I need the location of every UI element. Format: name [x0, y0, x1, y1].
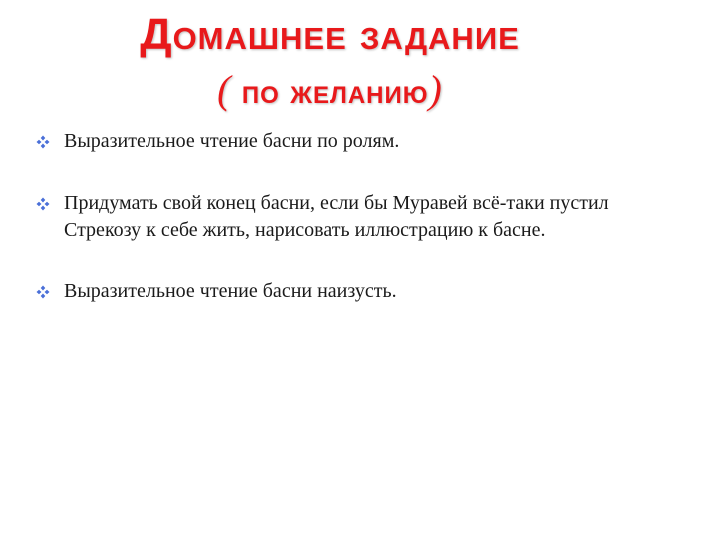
list-item: [36, 128, 636, 155]
slide-title: [0, 6, 660, 116]
diamond-cluster-icon: [36, 285, 50, 299]
diamond-cluster-icon: [36, 135, 50, 149]
title-subtitle: [0, 66, 660, 116]
title-main: Домашнее задание: [140, 10, 520, 59]
title-paren-open: (: [217, 67, 232, 112]
list-item: [36, 190, 636, 244]
list-item: [36, 278, 636, 305]
list-item-text: Выразительное чтение басни наизусть.: [64, 280, 397, 302]
list-item-text: Выразительное чтение басни по ролям.: [64, 130, 400, 152]
task-list: [36, 128, 636, 305]
list-item-text: Придумать свой конец басни, если бы Муравей всё-таки пустил Стрекозу к себе жить, нарисовать иллюстрацию к басне.: [64, 192, 609, 241]
diamond-cluster-icon: [36, 197, 50, 211]
title-paren-close: ): [428, 67, 443, 112]
title-subtitle-text: по желанию: [231, 73, 429, 111]
